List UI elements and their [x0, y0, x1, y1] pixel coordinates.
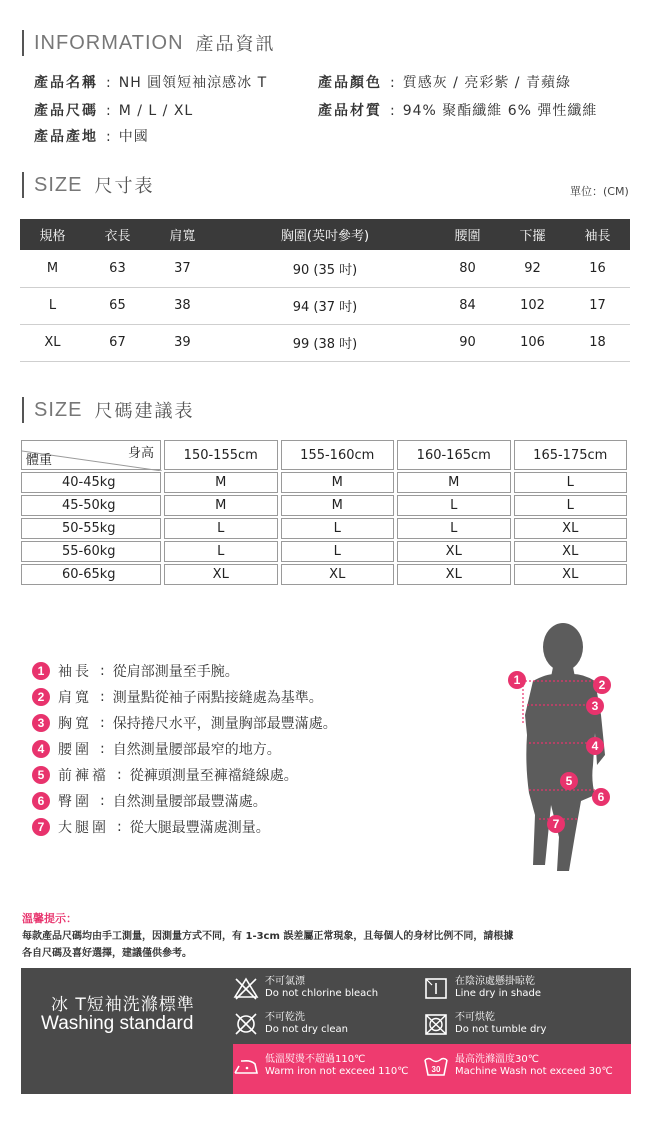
wash-symbol-no-dry-clean — [233, 1012, 348, 1036]
size-header-cell: 衣長 — [85, 219, 150, 250]
list-item — [32, 684, 337, 710]
measure-desc: 自然測量腰部最豐滿處。 — [112, 794, 267, 810]
unit-label: 單位：(CM) — [570, 185, 629, 198]
wash-symbol-wash-30 — [423, 1054, 613, 1078]
rec-height-header: 160-165cm — [397, 440, 511, 470]
info-name-value: NH 圓領短袖涼感冰 T — [118, 75, 268, 91]
table-cell: 17 — [565, 287, 630, 324]
wash-title-en: Washing standard — [41, 1013, 194, 1034]
measure-name: 腰圍 — [58, 742, 92, 758]
wash-symbol-no-tumble-dry — [423, 1012, 546, 1036]
table-row — [21, 495, 627, 516]
measure-name: 臀圍 — [58, 794, 92, 810]
table-cell: 92 — [500, 250, 565, 287]
info-material-row — [318, 100, 597, 120]
rec-size-cell: M — [281, 495, 395, 516]
rec-height-header: 155-160cm — [281, 440, 395, 470]
size-header-cell: 胸圍(英吋參考) — [215, 219, 435, 250]
info-material-label: 產品材質 — [318, 103, 382, 119]
wash-30-icon — [423, 1054, 449, 1078]
figure-marker-1: 1 — [508, 671, 526, 689]
corner-height-label: 身高 — [127, 446, 154, 461]
measure-desc: 自然測量腰部最窄的地方。 — [112, 742, 281, 758]
size-header-cell: 下擺 — [500, 219, 565, 250]
list-item — [32, 762, 337, 788]
corner-weight-label: 體重 — [26, 453, 53, 468]
wash-en: Machine Wash not exceed 30℃ — [455, 1066, 613, 1077]
rec-size-cell: XL — [164, 564, 278, 585]
wash-en: Warm iron not exceed 110℃ — [265, 1066, 409, 1077]
notice-title: 溫馨提示： — [22, 912, 77, 925]
table-cell: 38 — [150, 287, 215, 324]
rec-size-cell: L — [514, 495, 628, 516]
number-badge: 2 — [32, 688, 50, 706]
measure-sep: : — [100, 663, 105, 679]
notice-line-2: 各自尺碼及喜好選擇，建議僅供參考。 — [22, 948, 192, 959]
info-section-title — [22, 30, 276, 56]
table-cell: 90 — [435, 324, 500, 361]
rec-size-cell: XL — [514, 518, 628, 539]
table-row — [21, 472, 627, 493]
rec-size-cell: XL — [514, 541, 628, 562]
info-origin-value: 中國 — [118, 129, 149, 145]
list-item — [32, 658, 337, 684]
info-sep: : — [390, 103, 395, 119]
table-cell: 80 — [435, 250, 500, 287]
size-section-title — [22, 172, 154, 198]
no-bleach-icon — [233, 976, 259, 1000]
table-cell: L — [20, 287, 85, 324]
rec-size-cell: M — [164, 472, 278, 493]
list-item — [32, 736, 337, 762]
table-cell: 65 — [85, 287, 150, 324]
list-item — [32, 710, 337, 736]
number-badge: 1 — [32, 662, 50, 680]
list-item — [32, 814, 337, 840]
notice-line-1: 每款產品尺碼均由手工測量，因測量方式不同，有 1-3cm 誤差屬正常現象，且每個人的身材比例不同，請根據 — [22, 931, 514, 942]
wash-30-badge: 30 — [431, 1065, 441, 1074]
rec-size-cell: M — [281, 472, 395, 493]
wash-zh: 不可氯漂 — [265, 976, 305, 987]
table-cell: XL — [20, 324, 85, 361]
size-header-cell: 肩寬 — [150, 219, 215, 250]
measure-desc: 保持捲尺水平，測量胸部最豐滿處。 — [112, 716, 337, 732]
rec-title-en: SIZE — [34, 398, 83, 421]
table-cell: 90 (35 吋) — [215, 250, 435, 287]
table-cell: 84 — [435, 287, 500, 324]
body-measurement-figure — [495, 615, 625, 875]
info-size-label: 產品尺碼 — [34, 103, 98, 119]
table-cell: 16 — [565, 250, 630, 287]
measure-sep: : — [100, 741, 105, 757]
table-row — [20, 324, 630, 361]
no-tumble-dry-icon — [423, 1012, 449, 1036]
info-size-row — [34, 100, 193, 120]
info-origin-label: 產品產地 — [34, 129, 98, 145]
washing-standard-panel — [21, 968, 631, 1094]
rec-size-cell: L — [164, 518, 278, 539]
figure-marker-2: 2 — [593, 676, 611, 694]
rec-weight-cell: 45-50kg — [21, 495, 161, 516]
table-cell: 39 — [150, 324, 215, 361]
wash-en: Do not chlorine bleach — [265, 988, 379, 999]
rec-size-cell: L — [281, 541, 395, 562]
info-origin-row — [34, 126, 149, 146]
info-material-value: 94% 聚酯纖維 6% 彈性纖維 — [402, 103, 598, 119]
rec-section-title — [22, 397, 194, 423]
measure-desc: 從褲頭測量至褲襠縫線處。 — [129, 768, 298, 784]
table-row — [21, 541, 627, 562]
info-color-label: 產品顏色 — [318, 75, 382, 91]
figure-marker-4: 4 — [586, 737, 604, 755]
measure-desc: 從肩部測量至手腕。 — [112, 664, 239, 680]
wash-symbol-line-dry — [423, 976, 541, 1000]
info-size-value: M / L / XL — [118, 103, 194, 119]
info-color-value: 質感灰 / 亮彩紫 / 青蘋綠 — [402, 75, 571, 91]
measure-sep: : — [100, 793, 105, 809]
size-title-en: SIZE — [34, 173, 83, 196]
info-name-row — [34, 72, 267, 92]
figure-marker-6: 6 — [592, 788, 610, 806]
table-cell: 37 — [150, 250, 215, 287]
number-badge: 6 — [32, 792, 50, 810]
size-title-zh: 尺寸表 — [94, 176, 155, 197]
low-iron-icon — [233, 1054, 259, 1078]
measure-desc: 測量點從袖子兩點接縫處為基準。 — [112, 690, 323, 706]
table-cell: 94 (37 吋) — [215, 287, 435, 324]
no-dry-clean-icon — [233, 1012, 259, 1036]
table-cell: 18 — [565, 324, 630, 361]
info-title-en: INFORMATION — [34, 31, 184, 54]
size-recommendation-table — [18, 438, 630, 587]
wash-dark-band-lower — [21, 1044, 233, 1094]
rec-header-row — [21, 440, 627, 470]
info-color-row — [318, 72, 571, 92]
wash-zh: 低溫熨燙不超過110℃ — [265, 1054, 366, 1065]
measurement-guide — [32, 658, 337, 840]
measure-sep: : — [100, 689, 105, 705]
rec-height-header: 165-175cm — [514, 440, 628, 470]
wash-zh: 不可烘乾 — [455, 1012, 495, 1023]
figure-marker-7: 7 — [547, 815, 565, 833]
body-silhouette-icon — [495, 615, 625, 875]
measure-sep: : — [117, 819, 122, 835]
measure-name: 胸寬 — [58, 716, 92, 732]
size-header-cell: 規格 — [20, 219, 85, 250]
info-title-zh: 產品資訊 — [195, 34, 276, 55]
warm-notice — [22, 910, 632, 962]
size-header-cell: 袖長 — [565, 219, 630, 250]
number-badge: 7 — [32, 818, 50, 836]
info-sep: : — [106, 103, 111, 119]
table-cell: 102 — [500, 287, 565, 324]
rec-corner-cell — [21, 440, 161, 470]
table-cell: 106 — [500, 324, 565, 361]
rec-size-cell: L — [281, 518, 395, 539]
rec-size-cell: XL — [281, 564, 395, 585]
rec-size-cell: L — [164, 541, 278, 562]
number-badge: 5 — [32, 766, 50, 784]
measure-name: 大腿圍 — [58, 820, 109, 836]
rec-size-cell: L — [397, 495, 511, 516]
rec-weight-cell: 55-60kg — [21, 541, 161, 562]
rec-title-zh: 尺碼建議表 — [94, 401, 195, 422]
rec-size-cell: L — [514, 472, 628, 493]
wash-en: Do not dry clean — [265, 1024, 349, 1035]
wash-symbol-no-bleach — [233, 976, 378, 1000]
table-cell: 63 — [85, 250, 150, 287]
table-cell: 99 (38 吋) — [215, 324, 435, 361]
rec-size-cell: XL — [397, 541, 511, 562]
rec-size-cell: L — [397, 518, 511, 539]
measure-name: 前褲襠 — [58, 768, 109, 784]
measure-desc: 從大腿最豐滿處測量。 — [129, 820, 270, 836]
rec-weight-cell: 40-45kg — [21, 472, 161, 493]
measure-sep: : — [100, 715, 105, 731]
line-dry-shade-icon — [423, 976, 449, 1000]
table-cell: 67 — [85, 324, 150, 361]
size-table — [20, 219, 630, 362]
rec-height-header: 150-155cm — [164, 440, 278, 470]
wash-title-zh: 冰 T短袖洗滌標準 — [51, 995, 195, 1015]
number-badge: 3 — [32, 714, 50, 732]
size-header-cell: 腰圍 — [435, 219, 500, 250]
wash-zh: 不可乾洗 — [265, 1012, 305, 1023]
table-row — [21, 564, 627, 585]
wash-zh: 最高洗滌溫度30℃ — [455, 1054, 539, 1065]
rec-size-cell: M — [164, 495, 278, 516]
info-sep: : — [106, 129, 111, 145]
rec-size-cell: XL — [514, 564, 628, 585]
size-table-header — [20, 219, 630, 250]
list-item — [32, 788, 337, 814]
rec-size-cell: XL — [397, 564, 511, 585]
number-badge: 4 — [32, 740, 50, 758]
wash-en: Line dry in shade — [455, 988, 542, 999]
info-name-label: 產品名稱 — [34, 75, 98, 91]
table-row — [21, 518, 627, 539]
info-sep: : — [390, 75, 395, 91]
table-cell: M — [20, 250, 85, 287]
figure-marker-3: 3 — [586, 697, 604, 715]
measure-name: 肩寬 — [58, 690, 92, 706]
rec-size-cell: M — [397, 472, 511, 493]
measure-sep: : — [117, 767, 122, 783]
figure-marker-5: 5 — [560, 772, 578, 790]
wash-en: Do not tumble dry — [455, 1024, 547, 1035]
table-row — [20, 287, 630, 324]
measure-name: 袖長 — [58, 664, 92, 680]
wash-symbol-low-iron — [233, 1054, 408, 1078]
rec-weight-cell: 60-65kg — [21, 564, 161, 585]
info-sep: : — [106, 75, 111, 91]
wash-zh: 在陰涼處懸掛晾乾 — [455, 976, 535, 987]
rec-weight-cell: 50-55kg — [21, 518, 161, 539]
table-row — [20, 250, 630, 287]
